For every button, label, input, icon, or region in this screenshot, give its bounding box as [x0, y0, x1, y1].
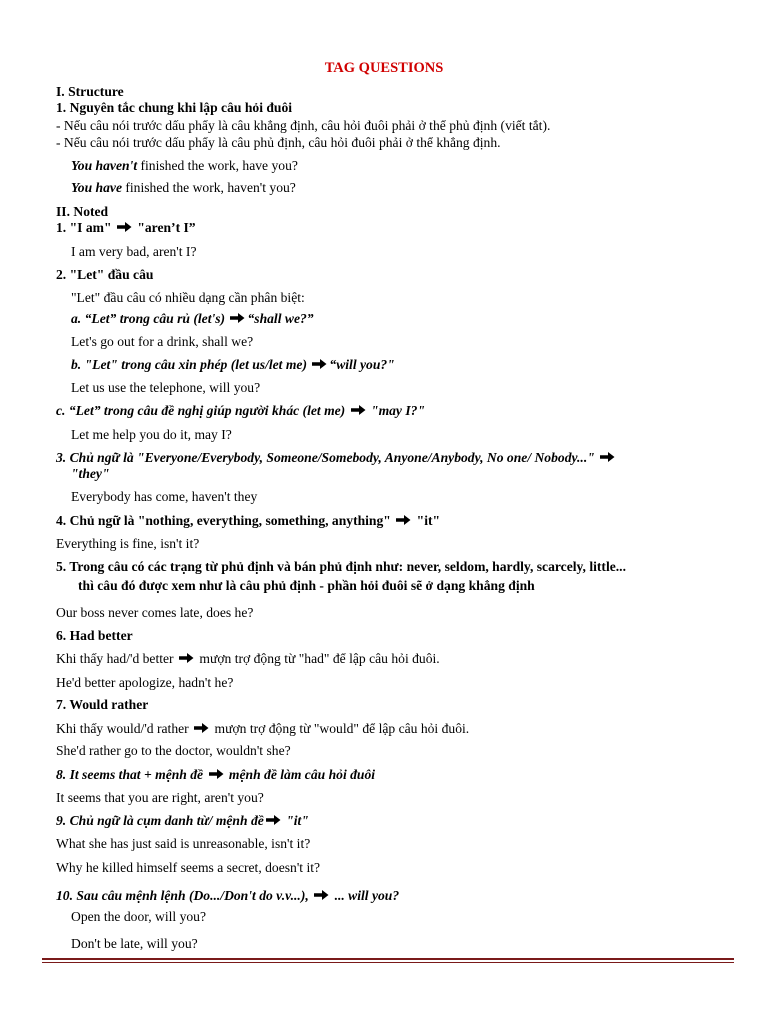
- note-10-example-2: Don't be late, will you?: [71, 936, 198, 951]
- section-heading-noted: II. Noted: [56, 204, 109, 219]
- note-3-heading-cont: "they": [71, 466, 110, 481]
- right-arrow-icon: [351, 404, 366, 416]
- note-5-heading: 5. Trong câu có các trạng từ phủ định và bán phủ định như: never, seldom, hardly, scarcely, little...: [56, 559, 626, 574]
- note-2c-example: Let me help you do it, may I?: [71, 427, 232, 442]
- example-emphasis: You haven't: [71, 158, 138, 173]
- footer-rule: [42, 958, 734, 960]
- note-4-example: Everything is fine, isn't it?: [56, 536, 200, 551]
- example-text: finished the work, have you?: [137, 158, 298, 173]
- page-title: TAG QUESTIONS: [324, 60, 444, 76]
- rule-text-1: - Nếu câu nói trước dấu phẩy là câu khẳng định, câu hỏi đuôi phải ở thể phủ định (viết tắt).: [56, 118, 551, 133]
- rule-text-2: - Nếu câu nói trước dấu phẩy là câu phủ định, câu hỏi đuôi phải ở thể khẳng định.: [56, 135, 501, 150]
- right-arrow-icon: [117, 221, 132, 233]
- note-5-heading-cont: thì câu đó được xem như là câu phủ định - phần hỏi đuôi sẽ ở dạng khẳng định: [78, 578, 535, 593]
- note-2c-heading: c. “Let” trong câu đề nghị giúp người khác (let me) "may I?": [56, 403, 425, 418]
- note-6-rule: Khi thấy had/'d better mượn trợ động từ "had" để lập câu hỏi đuôi.: [56, 651, 440, 666]
- note-8-heading: 8. It seems that + mệnh đề mệnh đề làm câu hỏi đuôi: [56, 767, 376, 782]
- sub-heading-general-rule: 1. Nguyên tắc chung khi lập câu hỏi đuôi: [56, 100, 293, 115]
- right-arrow-icon: [396, 514, 411, 526]
- footer-rule: [42, 962, 734, 963]
- note-10-example-1: Open the door, will you?: [71, 909, 206, 924]
- note-2a-example: Let's go out for a drink, shall we?: [71, 334, 254, 349]
- note-6-heading: 6. Had better: [56, 628, 133, 643]
- note-4-heading: 4. Chủ ngữ là "nothing, everything, something, anything" "it": [56, 513, 441, 528]
- right-arrow-icon: [209, 768, 224, 780]
- note-7-heading: 7. Would rather: [56, 697, 149, 712]
- section-heading-structure: I. Structure: [56, 84, 124, 99]
- right-arrow-icon: [194, 722, 209, 734]
- note-7-rule: Khi thấy would/'d rather mượn trợ động từ "would" để lập câu hỏi đuôi.: [56, 721, 470, 736]
- right-arrow-icon: [600, 451, 615, 463]
- note-3-example: Everybody has come, haven't they: [71, 489, 258, 504]
- note-1-heading: 1. "I am" "aren’t I”: [56, 220, 196, 235]
- example-text: finished the work, haven't you?: [121, 180, 296, 195]
- note-9-example-2: Why he killed himself seems a secret, doesn't it?: [56, 860, 321, 875]
- right-arrow-icon: [230, 312, 245, 324]
- note-2-intro: "Let" đầu câu có nhiều dạng cần phân biệt:: [71, 290, 305, 305]
- note-2-heading: 2. "Let" đầu câu: [56, 267, 154, 282]
- note-2b-heading: b. "Let" trong câu xin phép (let us/let me) “will you?": [71, 357, 395, 372]
- right-arrow-icon: [266, 814, 281, 826]
- note-2b-example: Let us use the telephone, will you?: [71, 380, 261, 395]
- right-arrow-icon: [312, 358, 327, 370]
- note-8-example: It seems that you are right, aren't you?: [56, 790, 264, 805]
- note-6-example: He'd better apologize, hadn't he?: [56, 675, 234, 690]
- example-line: [71, 180, 296, 196]
- example-emphasis: You have: [71, 180, 122, 195]
- right-arrow-icon: [179, 652, 194, 664]
- note-9-example-1: What she has just said is unreasonable, isn't it?: [56, 836, 311, 851]
- note-7-example: She'd rather go to the doctor, wouldn't she?: [56, 743, 291, 758]
- note-5-example: Our boss never comes late, does he?: [56, 605, 254, 620]
- note-2a-heading: a. “Let” trong câu rủ (let's) “shall we?”: [71, 311, 314, 326]
- note-1-example: I am very bad, aren't I?: [71, 244, 197, 259]
- note-3-heading: 3. Chủ ngữ là "Everyone/Everybody, Someone/Somebody, Anyone/Anybody, No one/ Nobody...": [56, 450, 617, 466]
- note-9-heading: 9. Chủ ngữ là cụm danh từ/ mệnh đề "it": [56, 813, 309, 828]
- note-10-heading: 10. Sau câu mệnh lệnh (Do.../Don't do v.v...), ... will you?: [56, 888, 400, 903]
- right-arrow-icon: [314, 889, 329, 901]
- example-line: [71, 158, 298, 174]
